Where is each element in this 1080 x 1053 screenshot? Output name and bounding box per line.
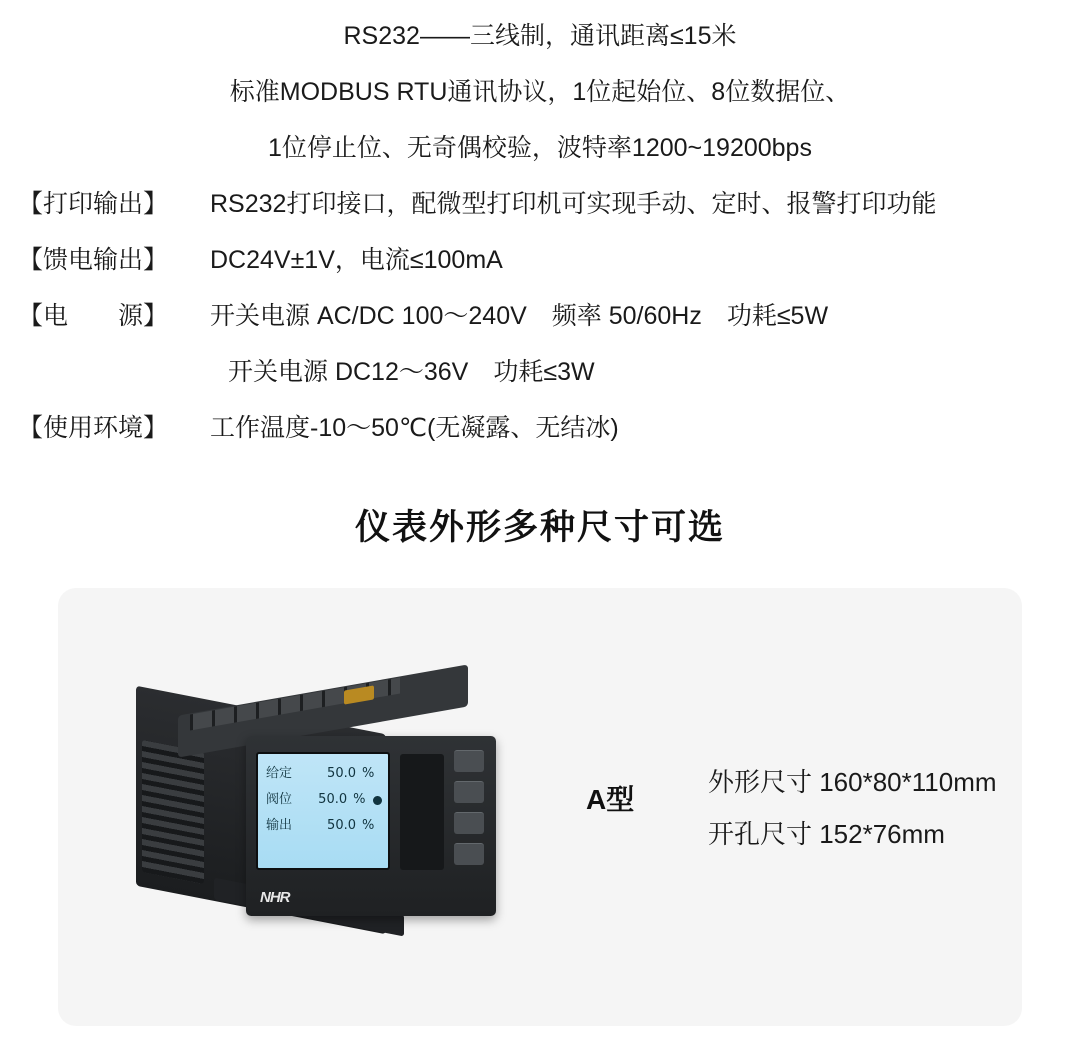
spec-row-power-secondary xyxy=(18,344,1062,400)
spec-value: 开关电源 AC/DC 100～240V 频率 50/60Hz 功耗≤5W xyxy=(210,302,829,330)
spec-label: 【打印输出】 xyxy=(18,190,169,218)
device-lcd-screen xyxy=(256,752,390,870)
dimension-info xyxy=(708,756,997,860)
device-key[interactable] xyxy=(454,750,484,772)
lcd-line xyxy=(266,761,382,787)
spec-value: RS232打印接口，配微型打印机可实现手动、定时、报警打印功能 xyxy=(210,190,937,218)
spec-label: 【电 源】 xyxy=(18,302,169,330)
spec-value: 1位停止位、无奇偶校验，波特率1200~19200bps xyxy=(268,134,812,162)
section-title: 仪表外形多种尺寸可选 xyxy=(354,508,725,547)
lcd-line-label: 输出 xyxy=(266,818,293,833)
model-label: A型 xyxy=(586,784,635,815)
spec-label: 【使用环境】 xyxy=(18,414,169,442)
lcd-line-unit: % xyxy=(362,766,375,781)
dimension-line: 开孔尺寸 152*76mm xyxy=(708,819,945,849)
specification-list xyxy=(0,0,1080,456)
lcd-line-value: 50.0 xyxy=(327,818,356,833)
spec-value: 开关电源 DC12～36V 功耗≤3W xyxy=(228,358,595,386)
device-vents xyxy=(142,740,204,884)
spec-value: 工作温度-10～50℃(无凝露、无结冰) xyxy=(210,414,619,442)
spec-row-print-output xyxy=(18,176,1062,232)
spec-row xyxy=(18,64,1062,120)
spec-row-feed-output xyxy=(18,232,1062,288)
spec-value: RS232——三线制，通讯距离≤15米 xyxy=(343,22,737,50)
lcd-line-unit: % xyxy=(362,818,375,833)
spec-value: 标准MODBUS RTU通讯协议，1位起始位、8位数据位、 xyxy=(229,78,851,106)
lcd-line xyxy=(266,787,382,813)
spec-label: 【馈电输出】 xyxy=(18,246,169,274)
device-key[interactable] xyxy=(454,843,484,865)
lcd-line-label: 给定 xyxy=(266,766,293,781)
brand-logo: NHR xyxy=(260,889,290,906)
status-indicator-dot xyxy=(373,796,382,805)
spec-row-power xyxy=(18,288,1062,344)
device-key[interactable] xyxy=(454,781,484,803)
lcd-line-unit: % xyxy=(353,792,366,807)
spec-row xyxy=(18,120,1062,176)
device-keypad xyxy=(454,750,486,874)
device-front-panel xyxy=(246,736,496,916)
spec-value: DC24V±1V，电流≤100mA xyxy=(210,246,503,274)
lcd-line-value: 50.0 xyxy=(327,766,356,781)
spec-row xyxy=(18,8,1062,64)
lcd-line-value: 50.0 xyxy=(318,792,348,807)
lcd-line-label: 阀位 xyxy=(266,792,293,807)
device-side-panel xyxy=(400,754,444,870)
device-key[interactable] xyxy=(454,812,484,834)
spec-row-environment xyxy=(18,400,1062,456)
dimension-line: 外形尺寸 160*80*110mm xyxy=(708,767,997,797)
device-illustration xyxy=(118,688,538,938)
lcd-line xyxy=(266,813,382,839)
product-card xyxy=(58,588,1022,1026)
